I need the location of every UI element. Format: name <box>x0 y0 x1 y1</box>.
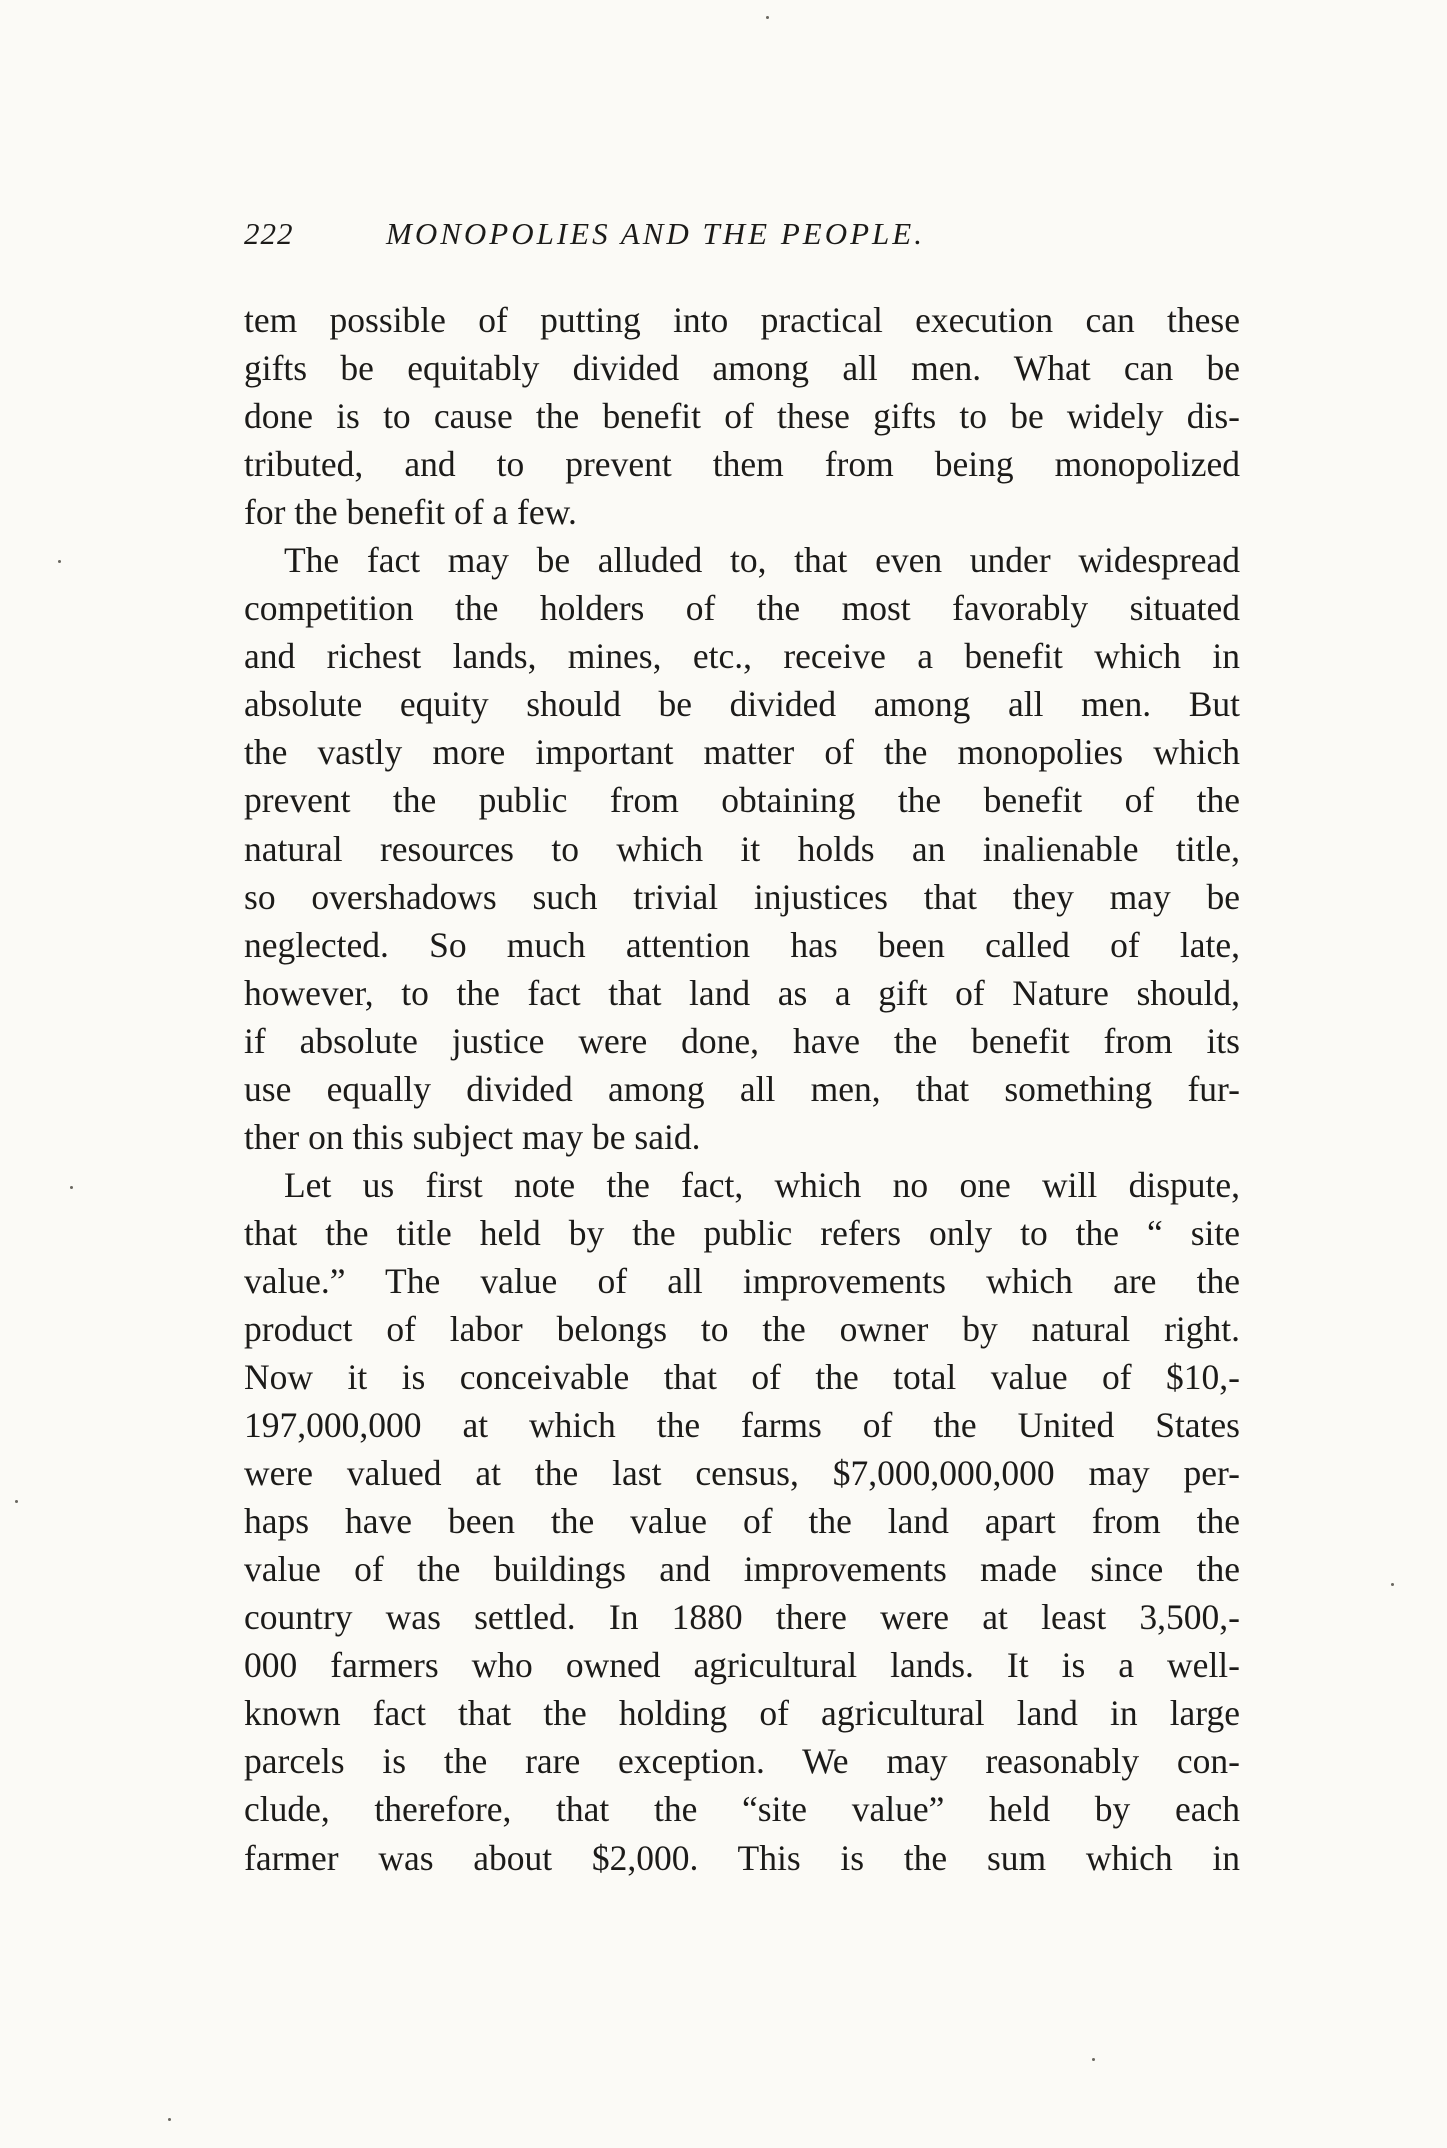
text-line: natural resources to which it holds an inalienable title, <box>244 828 1240 869</box>
text-line: 197,000,000 at which the farms of the United States <box>244 1405 1240 1446</box>
text-line: gifts be equitably divided among all men. What can be <box>244 348 1240 389</box>
text-line: absolute equity should be divided among all men. But <box>244 684 1240 725</box>
text-line: parcels is the rare exception. We may reasonably con- <box>244 1741 1240 1782</box>
text-line: clude, therefore, that the “site value” held by each <box>244 1789 1240 1830</box>
page-number: 222 <box>244 216 294 251</box>
text-line: tributed, and to prevent them from being monopolized <box>244 444 1240 485</box>
text-line: were valued at the last census, $7,000,000,000 may per- <box>244 1453 1240 1494</box>
text-line: farmer was about $2,000. This is the sum which in <box>244 1837 1240 1878</box>
text-line: 000 farmers who owned agricultural lands. It is a well- <box>244 1645 1240 1686</box>
running-title: MONOPOLIES AND THE PEOPLE. <box>386 216 925 251</box>
text-line: haps have been the value of the land apart from the <box>244 1501 1240 1542</box>
text-line: product of labor belongs to the owner by natural right. <box>244 1308 1240 1349</box>
scan-speck <box>1092 2058 1095 2061</box>
body-text <box>244 296 1240 1882</box>
text-line: known fact that the holding of agricultural land in large <box>244 1693 1240 1734</box>
text-line: so overshadows such trivial injustices that they may be <box>244 876 1240 917</box>
text-line: value.” The value of all improvements which are the <box>244 1260 1240 1301</box>
text-line: that the title held by the public refers only to the “ site <box>244 1212 1240 1253</box>
text-line: value of the buildings and improvements made since the <box>244 1549 1240 1590</box>
text-line: country was settled. In 1880 there were at least 3,500,- <box>244 1597 1240 1638</box>
scan-speck <box>15 1500 18 1503</box>
text-line: tem possible of putting into practical execution can these <box>244 300 1240 340</box>
text-line: prevent the public from obtaining the benefit of the <box>244 780 1240 821</box>
text-line: if absolute justice were done, have the benefit from its <box>244 1020 1240 1061</box>
running-header <box>244 216 1240 260</box>
scan-speck <box>168 2118 171 2121</box>
scan-speck <box>1391 1583 1394 1586</box>
text-line: however, to the fact that land as a gift of Nature should, <box>244 972 1240 1013</box>
text-line: the vastly more important matter of the monopolies which <box>244 732 1240 773</box>
scan-speck <box>766 16 769 19</box>
text-line: neglected. So much attention has been called of late, <box>244 924 1240 965</box>
paragraph-start-line: Let us first note the fact, which no one will dispute, <box>284 1164 1240 1205</box>
scan-speck <box>58 560 61 563</box>
text-line: Now it is conceivable that of the total value of $10,- <box>244 1357 1240 1398</box>
text-line: and richest lands, mines, etc., receive a benefit which in <box>244 636 1240 677</box>
text-line: for the benefit of a few. <box>244 492 577 533</box>
text-line: use equally divided among all men, that something fur- <box>244 1068 1240 1109</box>
text-line: competition the holders of the most favorably situated <box>244 588 1240 629</box>
text-line: ther on this subject may be said. <box>244 1116 701 1157</box>
scan-speck <box>70 1186 73 1189</box>
text-line: done is to cause the benefit of these gifts to be widely dis- <box>244 396 1240 437</box>
paragraph-start-line: The fact may be alluded to, that even under widespread <box>284 540 1240 581</box>
